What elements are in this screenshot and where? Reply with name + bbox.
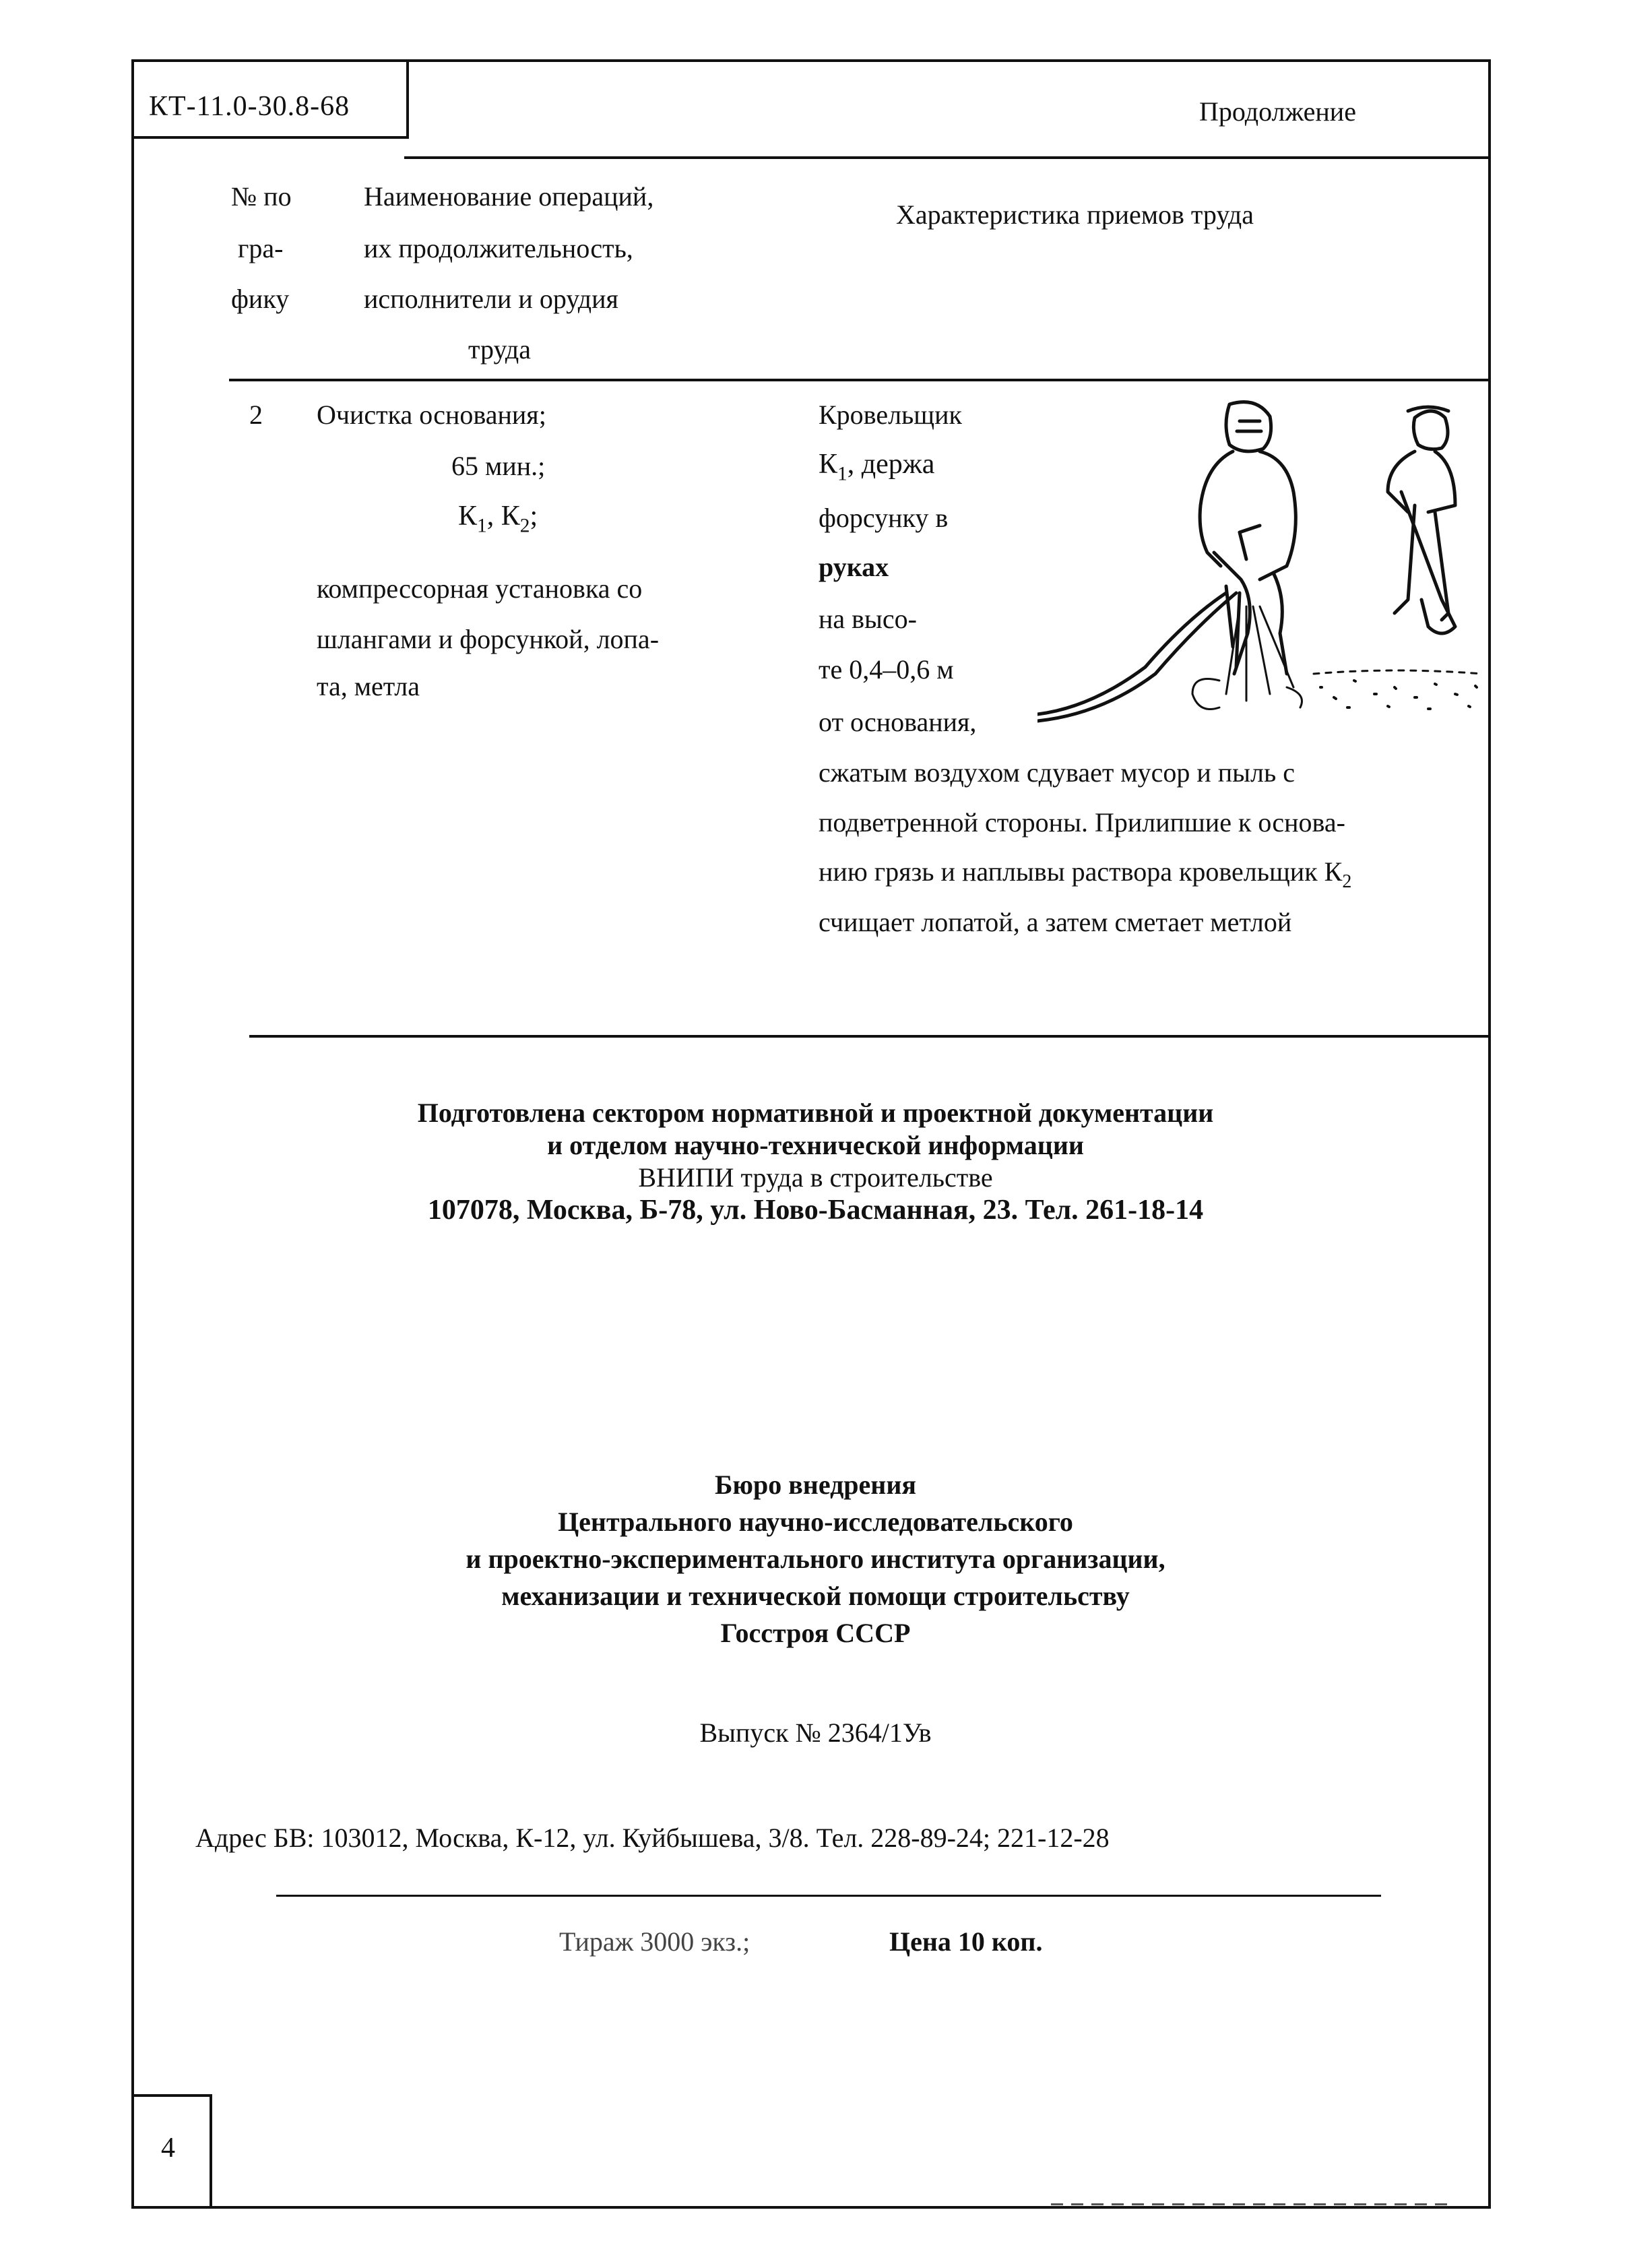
operation-workers: $К_1$, $К_2$;: [458, 501, 538, 537]
desc-line5: на высо-: [819, 604, 917, 634]
bureau-address: Адрес БВ: 103012, Москва, К-12, ул. Куйбышева, 3/8. Тел. 228-89-24; 221-12-28: [195, 1823, 1110, 1853]
desc-line6: те 0,4–0,6 м: [819, 654, 954, 685]
desc-wide-line2: подветренной стороны. Прилипшие к основа-: [819, 807, 1345, 838]
prepared-line2: и отделом научно-технической информации: [547, 1130, 1084, 1160]
price: Цена 10 коп.: [889, 1926, 1043, 1957]
prepared-line1: Подготовлена сектором нормативной и проектной документации: [417, 1098, 1214, 1128]
desc-wide-line1: сжатым воздухом сдувает мусор и пыль с: [819, 757, 1296, 788]
page-number: 4: [161, 2133, 175, 2164]
desc-wide-line4: счищает лопатой, а затем сметает метлой: [819, 907, 1292, 937]
header-name-line4: труда: [468, 334, 532, 365]
bureau-line3: и проектно-экспериментального института организации,: [466, 1544, 1165, 1574]
desc-line4: руках: [819, 552, 889, 582]
issue-number: Выпуск № 2364/1Ув: [699, 1718, 932, 1748]
tools-line3: та, метла: [317, 671, 420, 701]
header-characteristics: Характеристика приемов труда: [896, 199, 1254, 230]
roofers-illustration: [1037, 391, 1496, 741]
bureau-line2: Центрального научно-исследовательского: [558, 1507, 1073, 1537]
document-code-box: [131, 59, 409, 139]
bureau-line1: Бюро внедрения: [714, 1470, 917, 1500]
header-num-line1: № по: [231, 181, 292, 212]
operation-name: Очистка основания;: [317, 400, 546, 430]
desc-line2: $К_1$, держа: [819, 449, 935, 485]
header-num-line3: фику: [231, 284, 290, 314]
header-name-line3: исполнители и орудия: [364, 284, 618, 314]
operation-duration: 65 мин.;: [451, 451, 546, 481]
desc-line7: от основания,: [819, 707, 977, 737]
table-header-rule: [229, 379, 1491, 381]
prepared-line4: 107078, Москва, Б-78, ул. Ново-Басманная, 23. Тел. 261-18-14: [427, 1195, 1204, 1226]
tools-line1: компрессорная установка со: [317, 573, 643, 604]
page-number-box: [131, 2094, 212, 2209]
section-divider: [249, 1035, 1491, 1038]
bureau-line4: механизации и технической помощи строительству: [501, 1581, 1130, 1611]
tools-line2: шлангами и форсункой, лопа-: [317, 624, 660, 654]
prepared-line3: ВНИПИ труда в строительстве: [638, 1162, 993, 1193]
desc-wide-line3: нию грязь и наплывы раствора кровельщик $К_2$: [819, 856, 1352, 892]
header-name-line1: Наименование операций,: [364, 181, 654, 212]
desc-line1: Кровельщик: [819, 400, 962, 430]
header-num-line2: гра-: [238, 233, 284, 263]
continuation-label: Продолжение: [1199, 96, 1356, 127]
address-rule: [276, 1895, 1381, 1897]
table-top-rule: [404, 156, 1491, 159]
bureau-line5: Госстроя СССР: [720, 1618, 911, 1648]
bottom-dashes: [1051, 2203, 1455, 2205]
print-run: Тираж 3000 экз.;: [559, 1926, 750, 1957]
header-name-line2: их продолжительность,: [364, 233, 633, 263]
document-code: КТ-11.0-30.8-68: [149, 91, 350, 122]
desc-line3: форсунку в: [819, 503, 949, 533]
row-number: 2: [249, 400, 263, 430]
